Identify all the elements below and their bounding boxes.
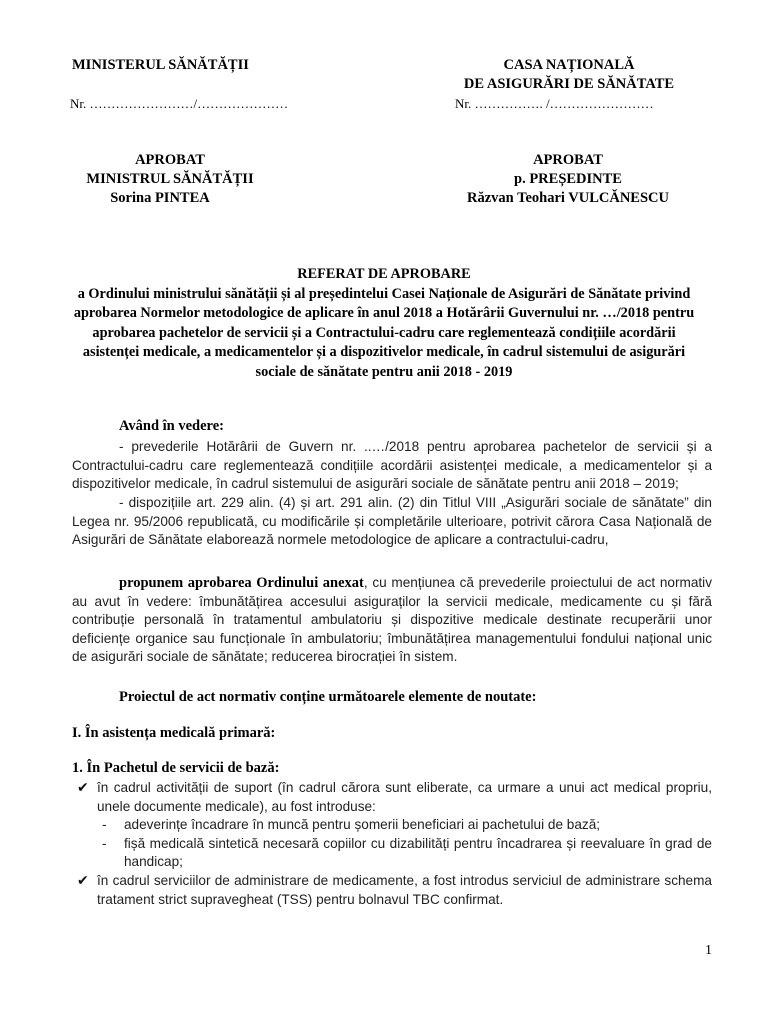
section-heading-basic-package: 1. În Pachetul de servicii de bază: [72,760,280,776]
list-item [72,872,712,909]
title-line: REFERAT DE APROBARE [297,266,471,282]
novelty-heading: Proiectul de act normativ conține următoarele elemente de noutate: [119,689,537,705]
checkmark-icon: ✔ [77,780,89,796]
title-line: sociale de sănătate pentru anii 2018 - 2019 [255,363,513,380]
list-item-text: fișă medicală sintetică necesară copiilor cu dizabilități pentru încadrarea și reevaluare în grad de handicap; [124,835,712,870]
left-institution: MINISTERUL SĂNĂTĂȚII [72,57,249,73]
right-institution-line2: DE ASIGURĂRI DE SĂNĂTATE [463,76,675,92]
left-registration-number: Nr. ……………………/………………… [70,96,289,111]
list-item-text: în cadrul serviciilor de administrare de medicamente, a fost introdus serviciul de administrare schema tratament strict supravegheat (TSS) pentru bolnavul TBC confirmat. [97,872,712,907]
list-item-text: în cadrul activității de suport (în cadrul cărora sunt eliberate, ca urmare a unui act medical propriu, unele documente medicale), au fost introduse: [97,780,712,814]
proposal-text: , cu mențiunea că prevederile proiectului de act normativ au avut în vedere: îmbunătățirea accesului asiguraților la servicii medicale, medicamente cu și fără contribuție personală în tratamentul ambulatoriu și dispozitive medicale destinate recuperării unor deficiențe organice sau funcționale în ambulatoriu; îmbunătățirea managementului fondului național unic de asigurări sociale de sănătate; reducerea birocrației în sistem. [72,575,712,665]
checkmark-icon: ✔ [77,872,89,889]
considering-paragraph-1 [72,438,712,494]
title-line: aprobarea pachetelor de servicii și a Contractului-cadru care reglementează condițiile acordării [92,324,676,341]
page-number: 1 [705,943,712,958]
list-item [72,835,712,872]
left-approval-label: APROBAT [135,152,205,168]
proposal-bold: propunem aprobarea Ordinului anexat [119,575,364,591]
list-item [72,779,712,816]
list-item-text: adeverințe încadrare în muncă pentru șomerii beneficiari ai pachetului de bază; [124,817,601,833]
bullet-list [72,779,712,909]
considering-item-1: - prevederile Hotărârii de Guvern nr. ..…/2018 pentru aprobarea pachetelor de servicii și a Contractului-cadru care reglementează condițiile acordării asistenței medicale, a medicamentelor și a dispozitivelor medicale, în cadrul sistemului de asigurări sociale de sănătate pentru anii 2018 – 2019; [72,439,712,492]
section-heading-primary-care: I. În asistența medicală primară: [72,725,276,741]
right-approval-label: APROBAT [533,152,603,168]
proposal-paragraph [72,574,712,667]
right-approval-name: Răzvan Teohari VULCĂNESCU [467,190,669,206]
right-approval-role: p. PREȘEDINTE [514,171,622,187]
left-approval-role: MINISTRUL SĂNĂTĂȚII [86,171,254,187]
list-item [72,816,712,835]
dash-bullet: - [102,817,107,833]
left-approval-name: Sorina PINTEA [110,190,210,206]
title-line: aprobarea Normelor metodologice de aplicare în anul 2018 a Hotărârii Guvernului nr. …/2018 pentru [73,305,695,321]
right-registration-number: Nr. ……………. /…………………… [455,96,654,111]
considering-item-2: - dispozițiile art. 229 alin. (4) și art. 291 alin. (2) din Titlul VIII „Asigurări sociale de sănătate” din Legea nr. 95/2006 republicată, cu modificările și completările ulterioare, potrivit cărora Casa Națională de Asigurări de Sănătate elaborează normele metodologice de aplicare a contractului-cadru, [72,495,712,548]
title-line: a Ordinului ministrului sănătății și al președintelui Casei Naționale de Asigurări de Sănătate privind [77,285,691,302]
considering-label: Având în vedere: [119,418,224,434]
considering-paragraph-2 [72,494,712,550]
document-title [60,265,708,382]
right-institution-line1: CASA NAȚIONALĂ [503,57,635,73]
title-line: asistenței medicale, a medicamentelor și a dispozitivelor medicale, în cadrul sistemului de asigurări [82,344,686,360]
dash-bullet: - [102,835,107,851]
